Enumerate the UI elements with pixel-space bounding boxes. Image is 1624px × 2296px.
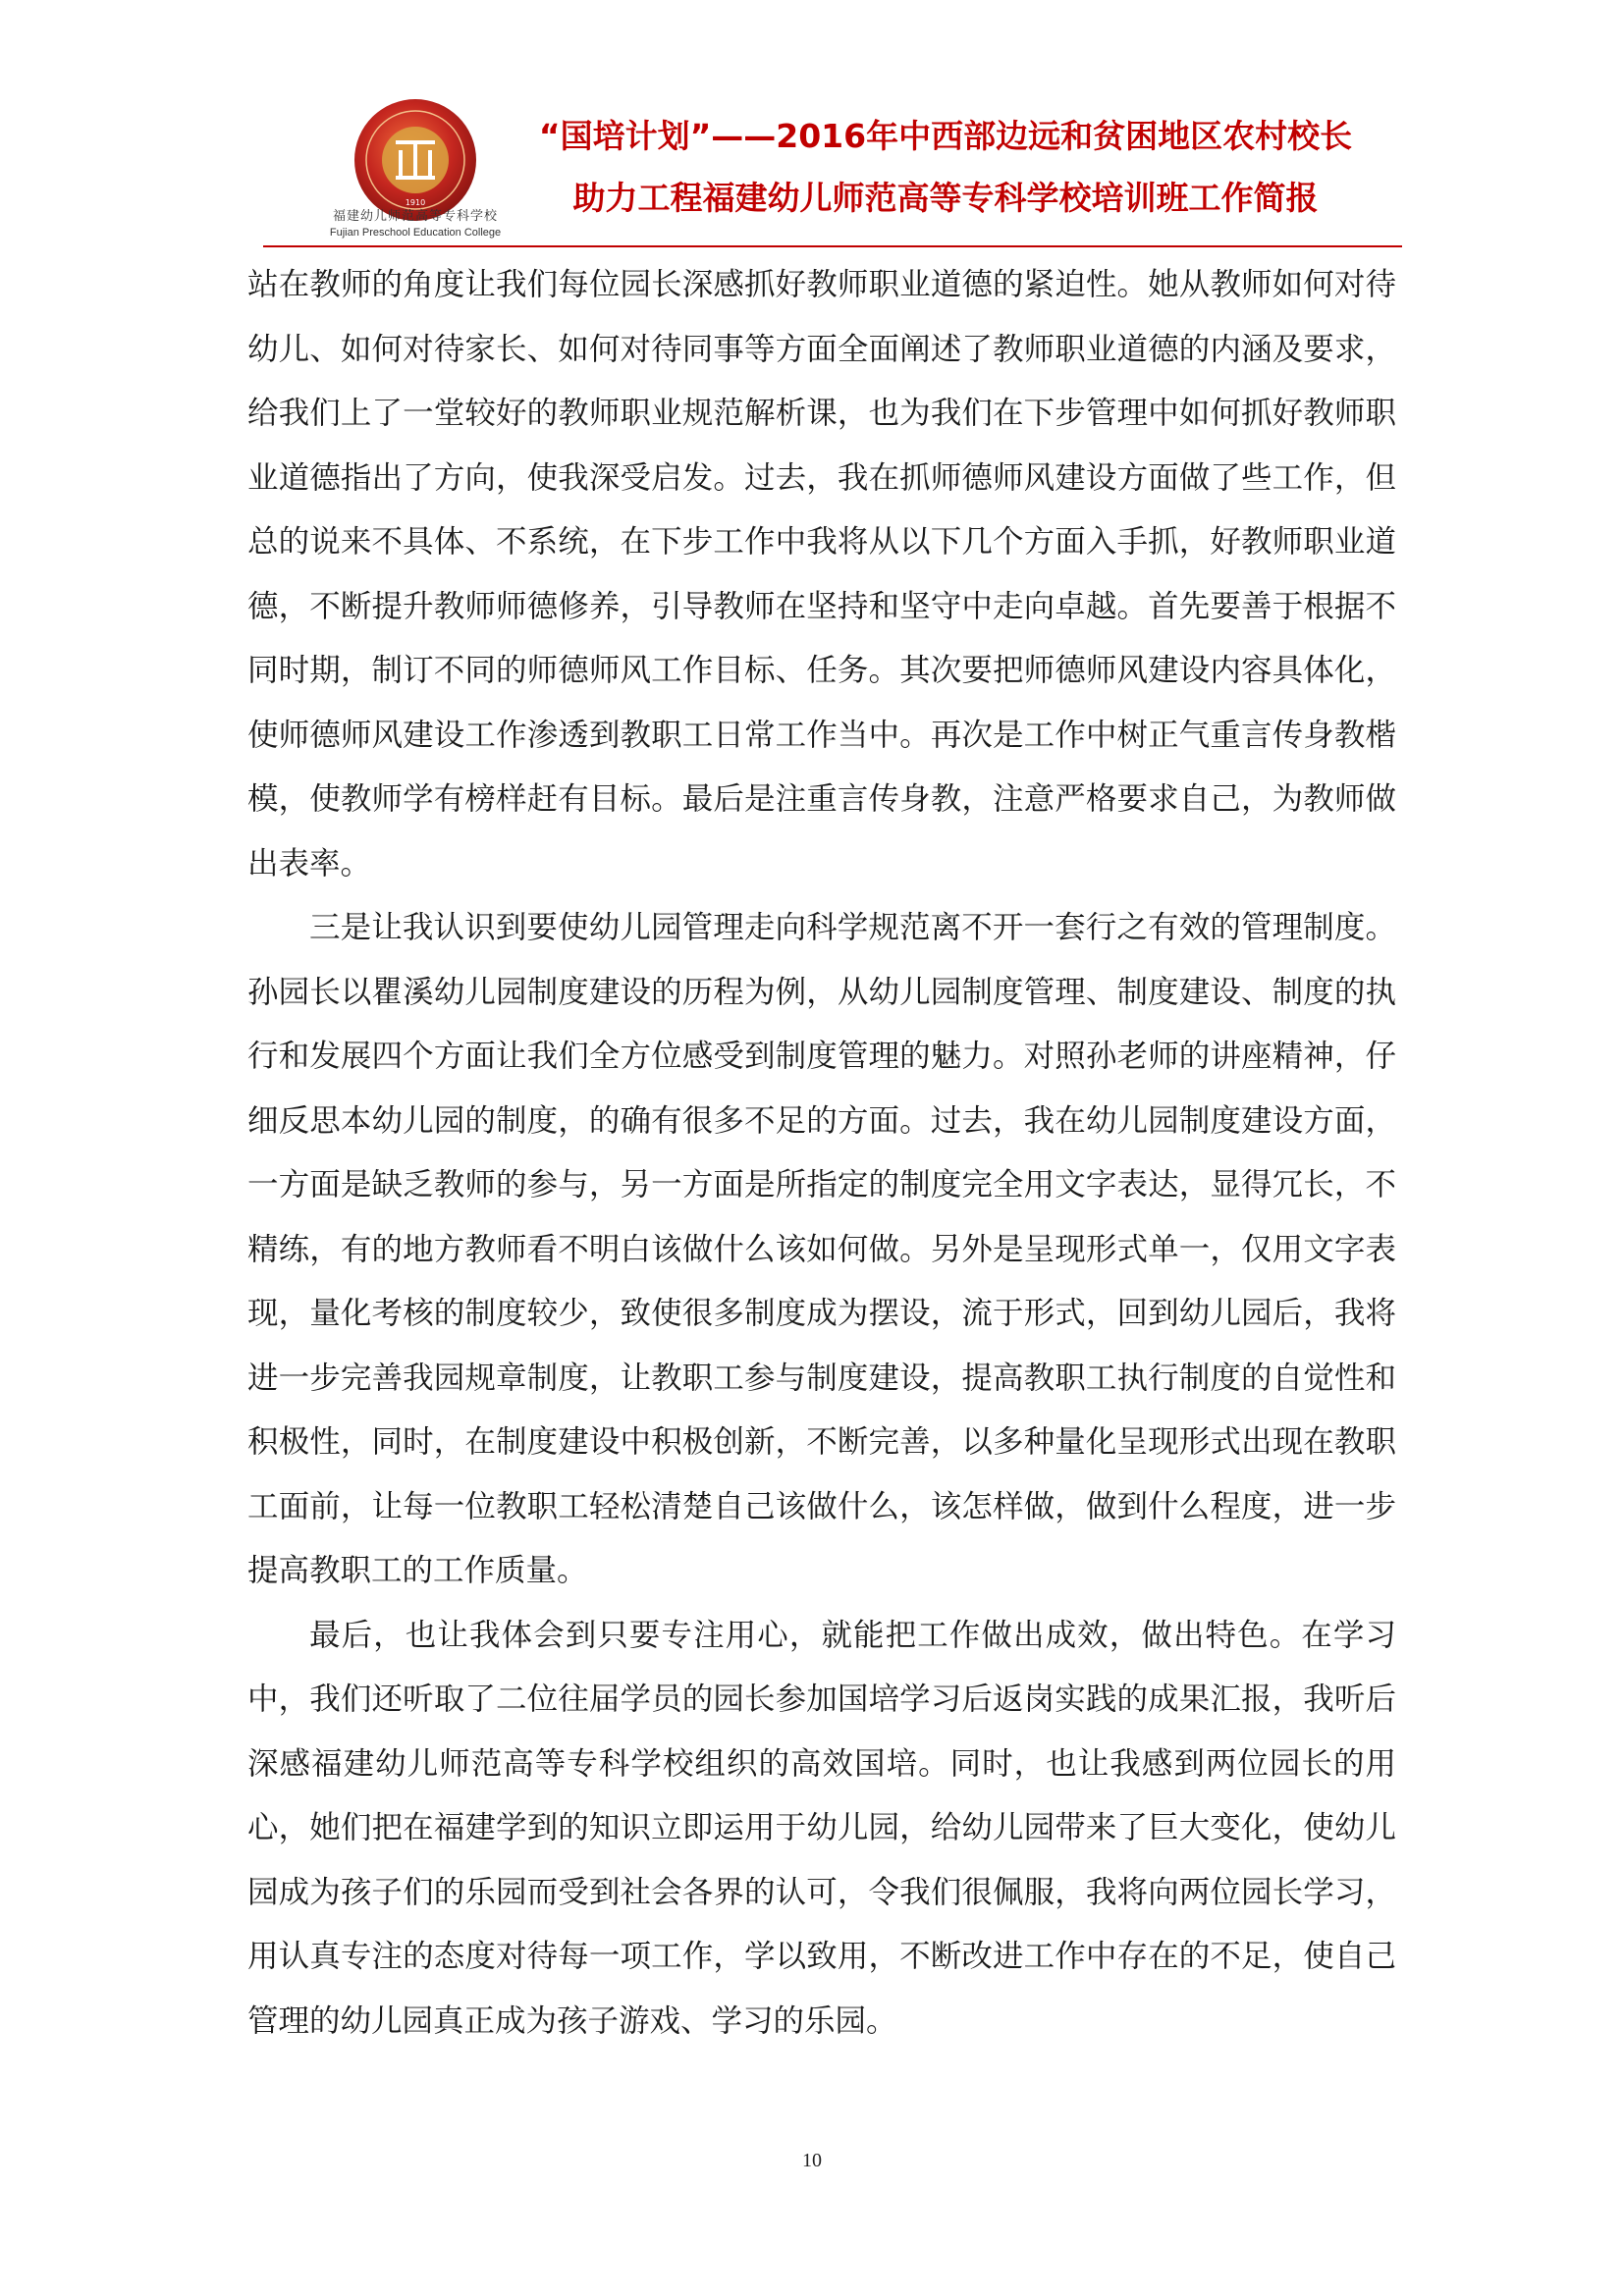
- paragraph-1: 站在教师的角度让我们每位园长深感抓好教师职业道德的紧迫性。她从教师如何对待幼儿、如何对待家长、如何对待同事等方面全面阐述了教师职业道德的内涵及要求，给我们上了一堂较好的教师职业规范解析课，也为我们在下步管理中如何抓好教师职业道德指出了方向，使我深受启发。过去，我在抓师德师风建设方面做了些工作，但总的说来不具体、不系统，在下步工作中我将从以下几个方面入手抓，好教师职业道德，不断提升教师师德修养，引导教师在坚持和坚守中走向卓越。首先要善于根据不同时期，制订不同的师德师风工作目标、任务。其次要把师德师风建设内容具体化，使师德师风建设工作渗透到教职工日常工作当中。再次是工作中树正气重言传身教楷模，使教师学有榜样赶有目标。最后是注重言传身教，注意严格要求自己，为教师做出表率。: [247, 267, 1396, 881]
- article-body: [247, 253, 1396, 2054]
- paragraph-2: 三是让我认识到要使幼儿园管理走向科学规范离不开一套行之有效的管理制度。孙园长以瞿溪幼儿园制度建设的历程为例，从幼儿园制度管理、制度建设、制度的执行和发展四个方面让我们全方位感受到制度管理的魅力。对照孙老师的讲座精神，仔细反思本幼儿园的制度，的确有很多不足的方面。过去，我在幼儿园制度建设方面，一方面是缺乏教师的参与，另一方面是所指定的制度完全用文字表达，显得冗长，不精练，有的地方教师看不明白该做什么该如何做。另外是呈现形式单一，仅用文字表现，量化考核的制度较少，致使很多制度成为摆设，流于形式，回到幼儿园后，我将进一步完善我园规章制度，让教职工参与制度建设，提高教职工执行制度的自觉性和积极性，同时，在制度建设中积极创新，不断完善，以多种量化呈现形式出现在教职工面前，让每一位教职工轻松清楚自己该做什么，该怎样做，做到什么程度，进一步提高教职工的工作质量。: [247, 910, 1396, 1588]
- page-number: 10: [802, 2150, 822, 2171]
- svg-text:1910: 1910: [405, 198, 426, 207]
- paragraph-3: 最后，也让我体会到只要专注用心，就能把工作做出成效，做出特色。在学习中，我们还听取了二位往届学员的园长参加国培学习后返岗实践的成果汇报，我听后深感福建幼儿师范高等专科学校组织的高效国培。同时，也让我感到两位园长的用心，她们把在福建学到的知识立即运用于幼儿园，给幼儿园带来了巨大变化，使幼儿园成为孩子们的乐园而受到社会各界的认可，令我们很佩服，我将向两位园长学习，用认真专注的态度对待每一项工作，学以致用，不断改进工作中存在的不足，使自己管理的幼儿园真正成为孩子游戏、学习的乐园。: [247, 1617, 1396, 2039]
- bulletin-title-line-1: “国培计划”——2016年中西部边远和贫困地区农村校长: [538, 117, 1353, 155]
- header-divider: [263, 245, 1402, 247]
- logo-english-name: Fujian Preschool Education College: [329, 227, 502, 239]
- bulletin-title-line-2: 助力工程福建幼儿师范高等专科学校培训班工作简报: [572, 179, 1319, 217]
- page-header: [263, 93, 1402, 245]
- logo-chinese-name: 福建幼儿师范高等专科学校: [332, 209, 498, 224]
